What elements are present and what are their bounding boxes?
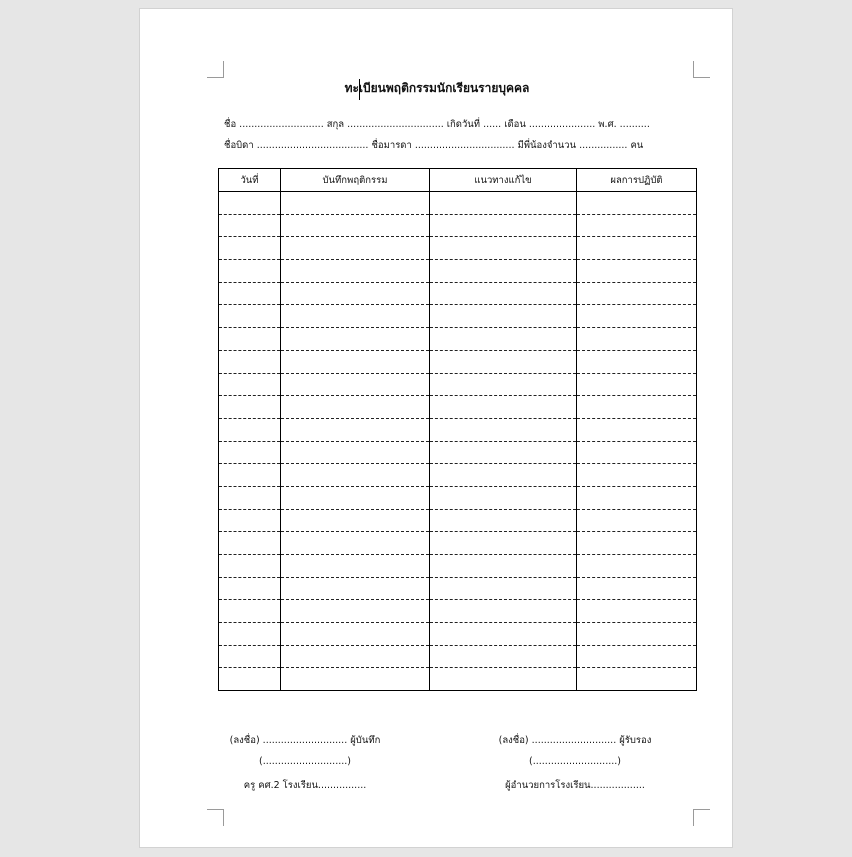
table-cell[interactable] (219, 328, 281, 351)
table-cell[interactable] (430, 509, 577, 532)
table-row (219, 668, 697, 691)
table-cell[interactable] (430, 237, 577, 260)
header-result[interactable]: ผลการปฏิบัติ (577, 169, 697, 192)
table-cell[interactable] (281, 396, 430, 419)
table-cell[interactable] (430, 305, 577, 328)
table-row (219, 260, 697, 283)
table-cell[interactable] (219, 509, 281, 532)
table-cell[interactable] (281, 328, 430, 351)
table-row (219, 532, 697, 555)
header-behavior-note[interactable]: บันทึกพฤติกรรม (281, 169, 430, 192)
table-cell[interactable] (219, 464, 281, 487)
approver-name-line[interactable]: (............................) (529, 756, 621, 767)
table-cell[interactable] (281, 214, 430, 237)
table-cell[interactable] (281, 260, 430, 283)
table-cell[interactable] (281, 486, 430, 509)
table-cell[interactable] (219, 373, 281, 396)
table-cell[interactable] (281, 532, 430, 555)
table-cell[interactable] (577, 192, 697, 215)
table-row (219, 305, 697, 328)
table-cell[interactable] (281, 373, 430, 396)
table-cell[interactable] (430, 396, 577, 419)
table-cell[interactable] (577, 645, 697, 668)
header-date[interactable]: วันที่ (219, 169, 281, 192)
table-row (219, 486, 697, 509)
table-cell[interactable] (577, 668, 697, 691)
table-row (219, 600, 697, 623)
table-cell[interactable] (430, 464, 577, 487)
table-cell[interactable] (219, 486, 281, 509)
table-row (219, 350, 697, 373)
table-cell[interactable] (219, 192, 281, 215)
table-cell[interactable] (219, 577, 281, 600)
parent-info-line[interactable]: ชื่อบิดา ..................................... ชื่อมารดา ................................. มีพี่น้องจำนวน ................ คน (224, 140, 644, 151)
table-cell[interactable] (219, 237, 281, 260)
table-row (219, 577, 697, 600)
table-cell[interactable] (219, 350, 281, 373)
table-cell[interactable] (219, 645, 281, 668)
recorder-name-line[interactable]: (............................) (259, 756, 351, 767)
table-cell[interactable] (430, 214, 577, 237)
table-cell[interactable] (430, 328, 577, 351)
table-cell[interactable] (219, 418, 281, 441)
table-cell[interactable] (430, 282, 577, 305)
crop-mark-bottom-right (693, 809, 710, 826)
student-info-line[interactable]: ชื่อ ............................ สกุล ................................ เกิดวันที่ ...... เดือน ...................... พ.ศ. .......... (224, 119, 650, 130)
table-cell[interactable] (430, 532, 577, 555)
table-cell[interactable] (219, 623, 281, 646)
document-title[interactable]: ทะเบียนพฤติกรรมนักเรียนรายบุคคล (344, 81, 530, 95)
table-cell[interactable] (281, 668, 430, 691)
table-cell[interactable] (281, 350, 430, 373)
table-cell[interactable] (430, 350, 577, 373)
table-cell[interactable] (577, 260, 697, 283)
behavior-record-table (218, 168, 697, 691)
table-cell[interactable] (219, 214, 281, 237)
table-cell[interactable] (577, 418, 697, 441)
table-row (219, 396, 697, 419)
table-cell[interactable] (577, 600, 697, 623)
table-row (219, 418, 697, 441)
table-row (219, 214, 697, 237)
table-cell[interactable] (577, 509, 697, 532)
table-cell[interactable] (219, 305, 281, 328)
table-cell[interactable] (281, 464, 430, 487)
document-page (139, 8, 733, 848)
header-solution[interactable]: แนวทางแก้ไข (430, 169, 577, 192)
table-cell[interactable] (430, 192, 577, 215)
table-cell[interactable] (430, 373, 577, 396)
table-cell[interactable] (577, 328, 697, 351)
table-cell[interactable] (577, 214, 697, 237)
table-cell[interactable] (219, 600, 281, 623)
table-cell[interactable] (577, 282, 697, 305)
table-cell[interactable] (577, 464, 697, 487)
table-cell[interactable] (281, 623, 430, 646)
table-cell[interactable] (219, 555, 281, 578)
table-cell[interactable] (281, 418, 430, 441)
table-row (219, 441, 697, 464)
table-cell[interactable] (219, 668, 281, 691)
table-header-row (219, 169, 697, 192)
table-cell[interactable] (281, 645, 430, 668)
table-cell[interactable] (430, 441, 577, 464)
table-cell[interactable] (430, 555, 577, 578)
table-cell[interactable] (430, 600, 577, 623)
table-row (219, 237, 697, 260)
table-cell[interactable] (430, 418, 577, 441)
table-cell[interactable] (281, 282, 430, 305)
table-cell[interactable] (577, 396, 697, 419)
table-cell[interactable] (577, 305, 697, 328)
table-cell[interactable] (430, 645, 577, 668)
table-cell[interactable] (219, 282, 281, 305)
table-cell[interactable] (281, 192, 430, 215)
table-cell[interactable] (281, 577, 430, 600)
table-cell[interactable] (577, 532, 697, 555)
table-cell[interactable] (219, 260, 281, 283)
table-cell[interactable] (219, 441, 281, 464)
table-cell[interactable] (281, 555, 430, 578)
table-cell[interactable] (219, 532, 281, 555)
table-cell[interactable] (281, 305, 430, 328)
approver-signature-line[interactable]: (ลงชื่อ) ............................ ผู้รับรอง (498, 735, 652, 746)
table-row (219, 555, 697, 578)
approver-position-line[interactable]: ผู้อำนวยการโรงเรียน.................. (505, 780, 645, 791)
table-cell[interactable] (577, 350, 697, 373)
table-cell[interactable] (219, 396, 281, 419)
table-cell[interactable] (430, 623, 577, 646)
table-cell[interactable] (577, 577, 697, 600)
table-row (219, 645, 697, 668)
table-row (219, 192, 697, 215)
table-cell[interactable] (577, 373, 697, 396)
table-cell[interactable] (281, 441, 430, 464)
table-cell[interactable] (577, 486, 697, 509)
table-cell[interactable] (430, 577, 577, 600)
table-row (219, 509, 697, 532)
table-cell[interactable] (577, 441, 697, 464)
table-row (219, 373, 697, 396)
table-cell[interactable] (430, 668, 577, 691)
table-cell[interactable] (577, 623, 697, 646)
crop-mark-top-left (207, 61, 224, 78)
table-row (219, 328, 697, 351)
table-row (219, 282, 697, 305)
table-body (219, 192, 697, 691)
table-cell[interactable] (281, 237, 430, 260)
table-cell[interactable] (281, 509, 430, 532)
table-cell[interactable] (577, 555, 697, 578)
table-row (219, 623, 697, 646)
table-row (219, 464, 697, 487)
recorder-signature-line[interactable]: (ลงชื่อ) ............................ ผู้บันทึก (229, 735, 381, 746)
table-cell[interactable] (430, 486, 577, 509)
crop-mark-bottom-left (207, 809, 224, 826)
table-cell[interactable] (430, 260, 577, 283)
table-cell[interactable] (577, 237, 697, 260)
recorder-position-line[interactable]: ครู คศ.2 โรงเรียน................ (243, 780, 367, 791)
crop-mark-top-right (693, 61, 710, 78)
table-cell[interactable] (281, 600, 430, 623)
